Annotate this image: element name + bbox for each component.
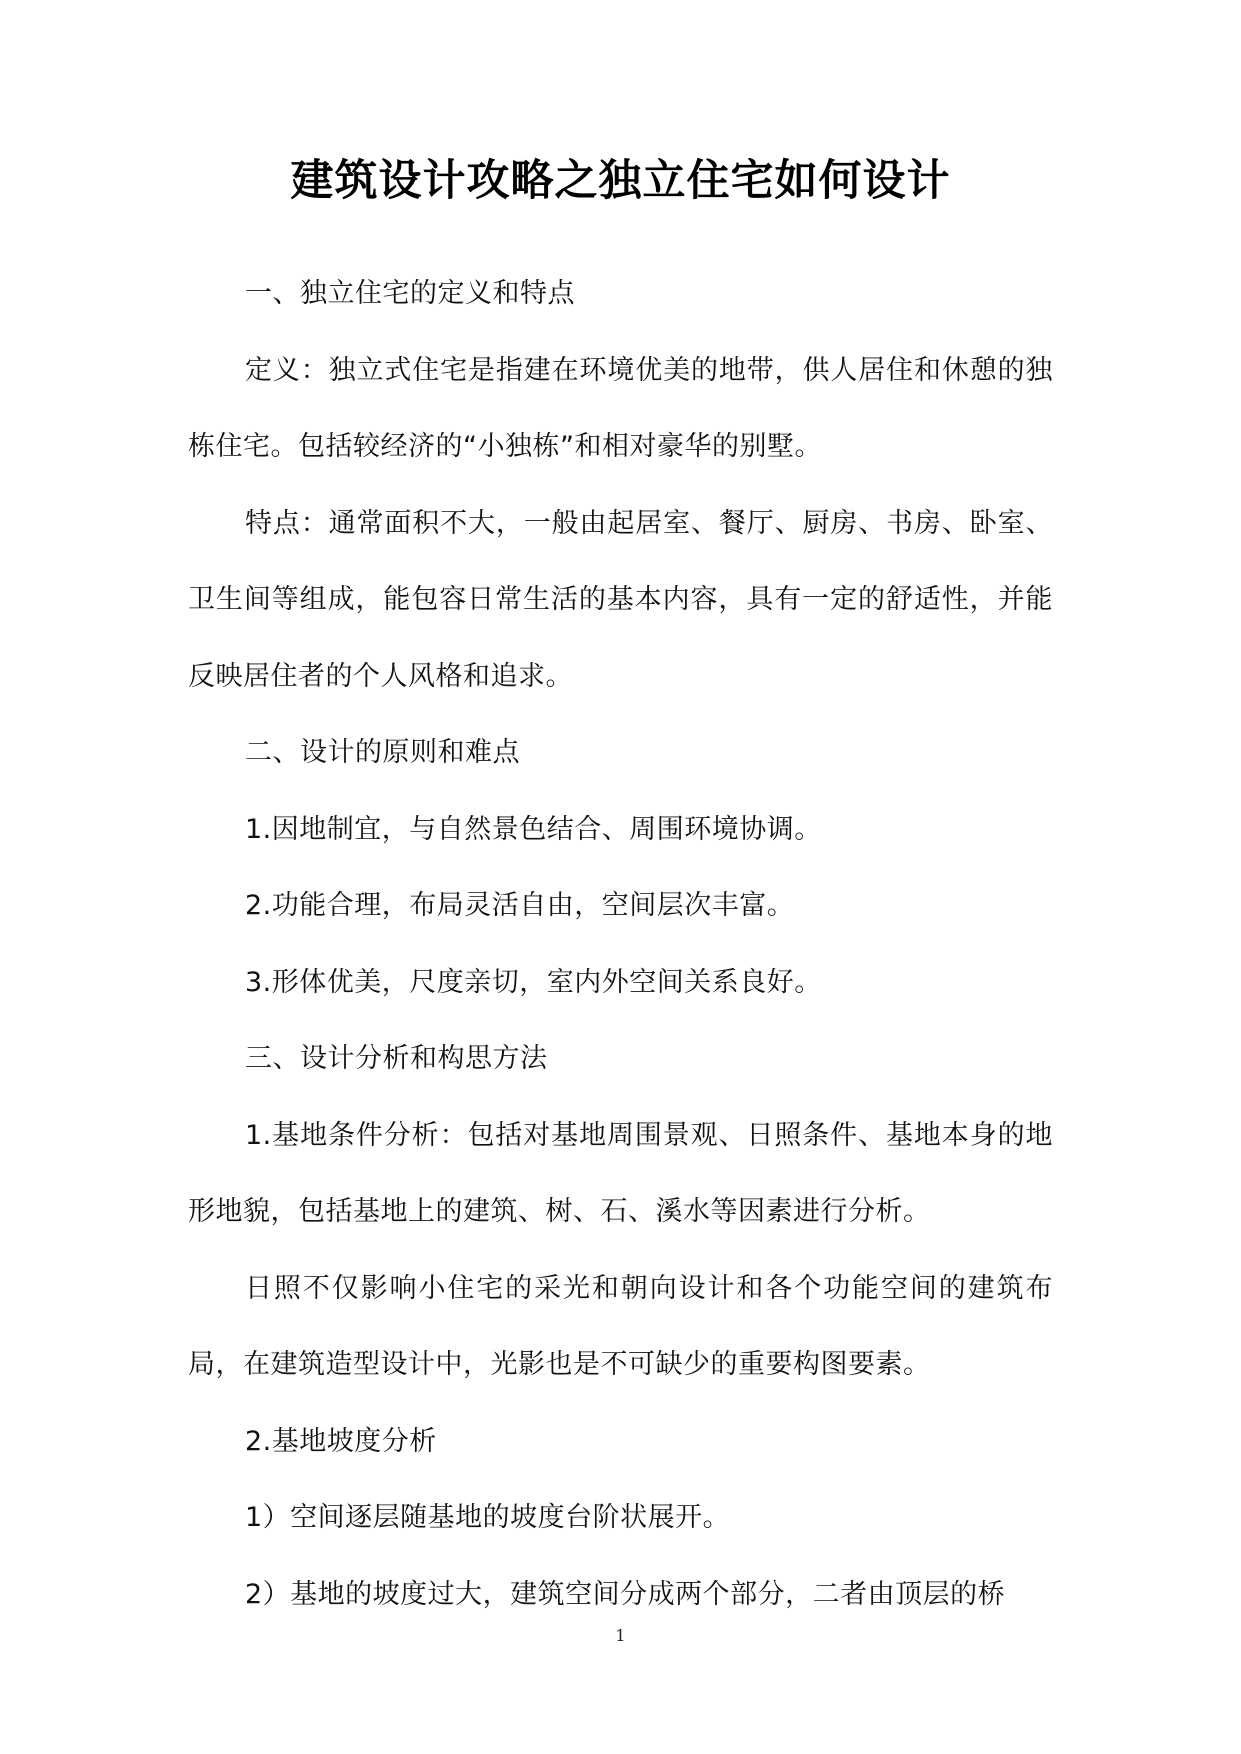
list-item: 2.基地坡度分析 xyxy=(245,1425,437,1457)
section-heading: 二、设计的原则和难点 xyxy=(245,737,520,768)
list-item: 2）基地的坡度过大，建筑空间分成两个部分，二者由顶层的桥 xyxy=(245,1578,1006,1610)
list-item: 3.形体优美，尺度亲切，室内外空间关系良好。 xyxy=(245,966,822,998)
paragraph: 定义：独立式住宅是指建在环境优美的地带，供人居住和休憩的独栋住宅。包括较经济的“小独栋”和相对豪华的别墅。 xyxy=(188,354,1053,462)
list-item: 1）空间逐层随基地的坡度台阶状展开。 xyxy=(245,1502,731,1533)
document-body xyxy=(188,256,1053,1633)
list-item: 1.因地制宜，与自然景色结合、周围环境协调。 xyxy=(245,813,822,845)
page-number: 1 xyxy=(615,1626,626,1645)
list-item: 2.功能合理，布局灵活自由，空间层次丰富。 xyxy=(245,890,795,921)
paragraph: 日照不仅影响小住宅的采光和朝向设计和各个功能空间的建筑布局，在建筑造型设计中，光影也是不可缺少的重要构图要素。 xyxy=(188,1272,1053,1380)
paragraph: 特点：通常面积不大，一般由起居室、餐厅、厨房、书房、卧室、卫生间等组成，能包容日常生活的基本内容，具有一定的舒适性，并能反映居住者的个人风格和追求。 xyxy=(188,507,1053,692)
section-heading: 三、设计分析和构思方法 xyxy=(245,1043,548,1074)
document-title: 建筑设计攻略之独立住宅如何设计 xyxy=(290,156,951,206)
section-heading: 一、独立住宅的定义和特点 xyxy=(245,278,575,309)
list-item: 1.基地条件分析：包括对基地周围景观、日照条件、基地本身的地形地貌，包括基地上的建筑、树、石、溪水等因素进行分析。 xyxy=(188,1119,1053,1227)
